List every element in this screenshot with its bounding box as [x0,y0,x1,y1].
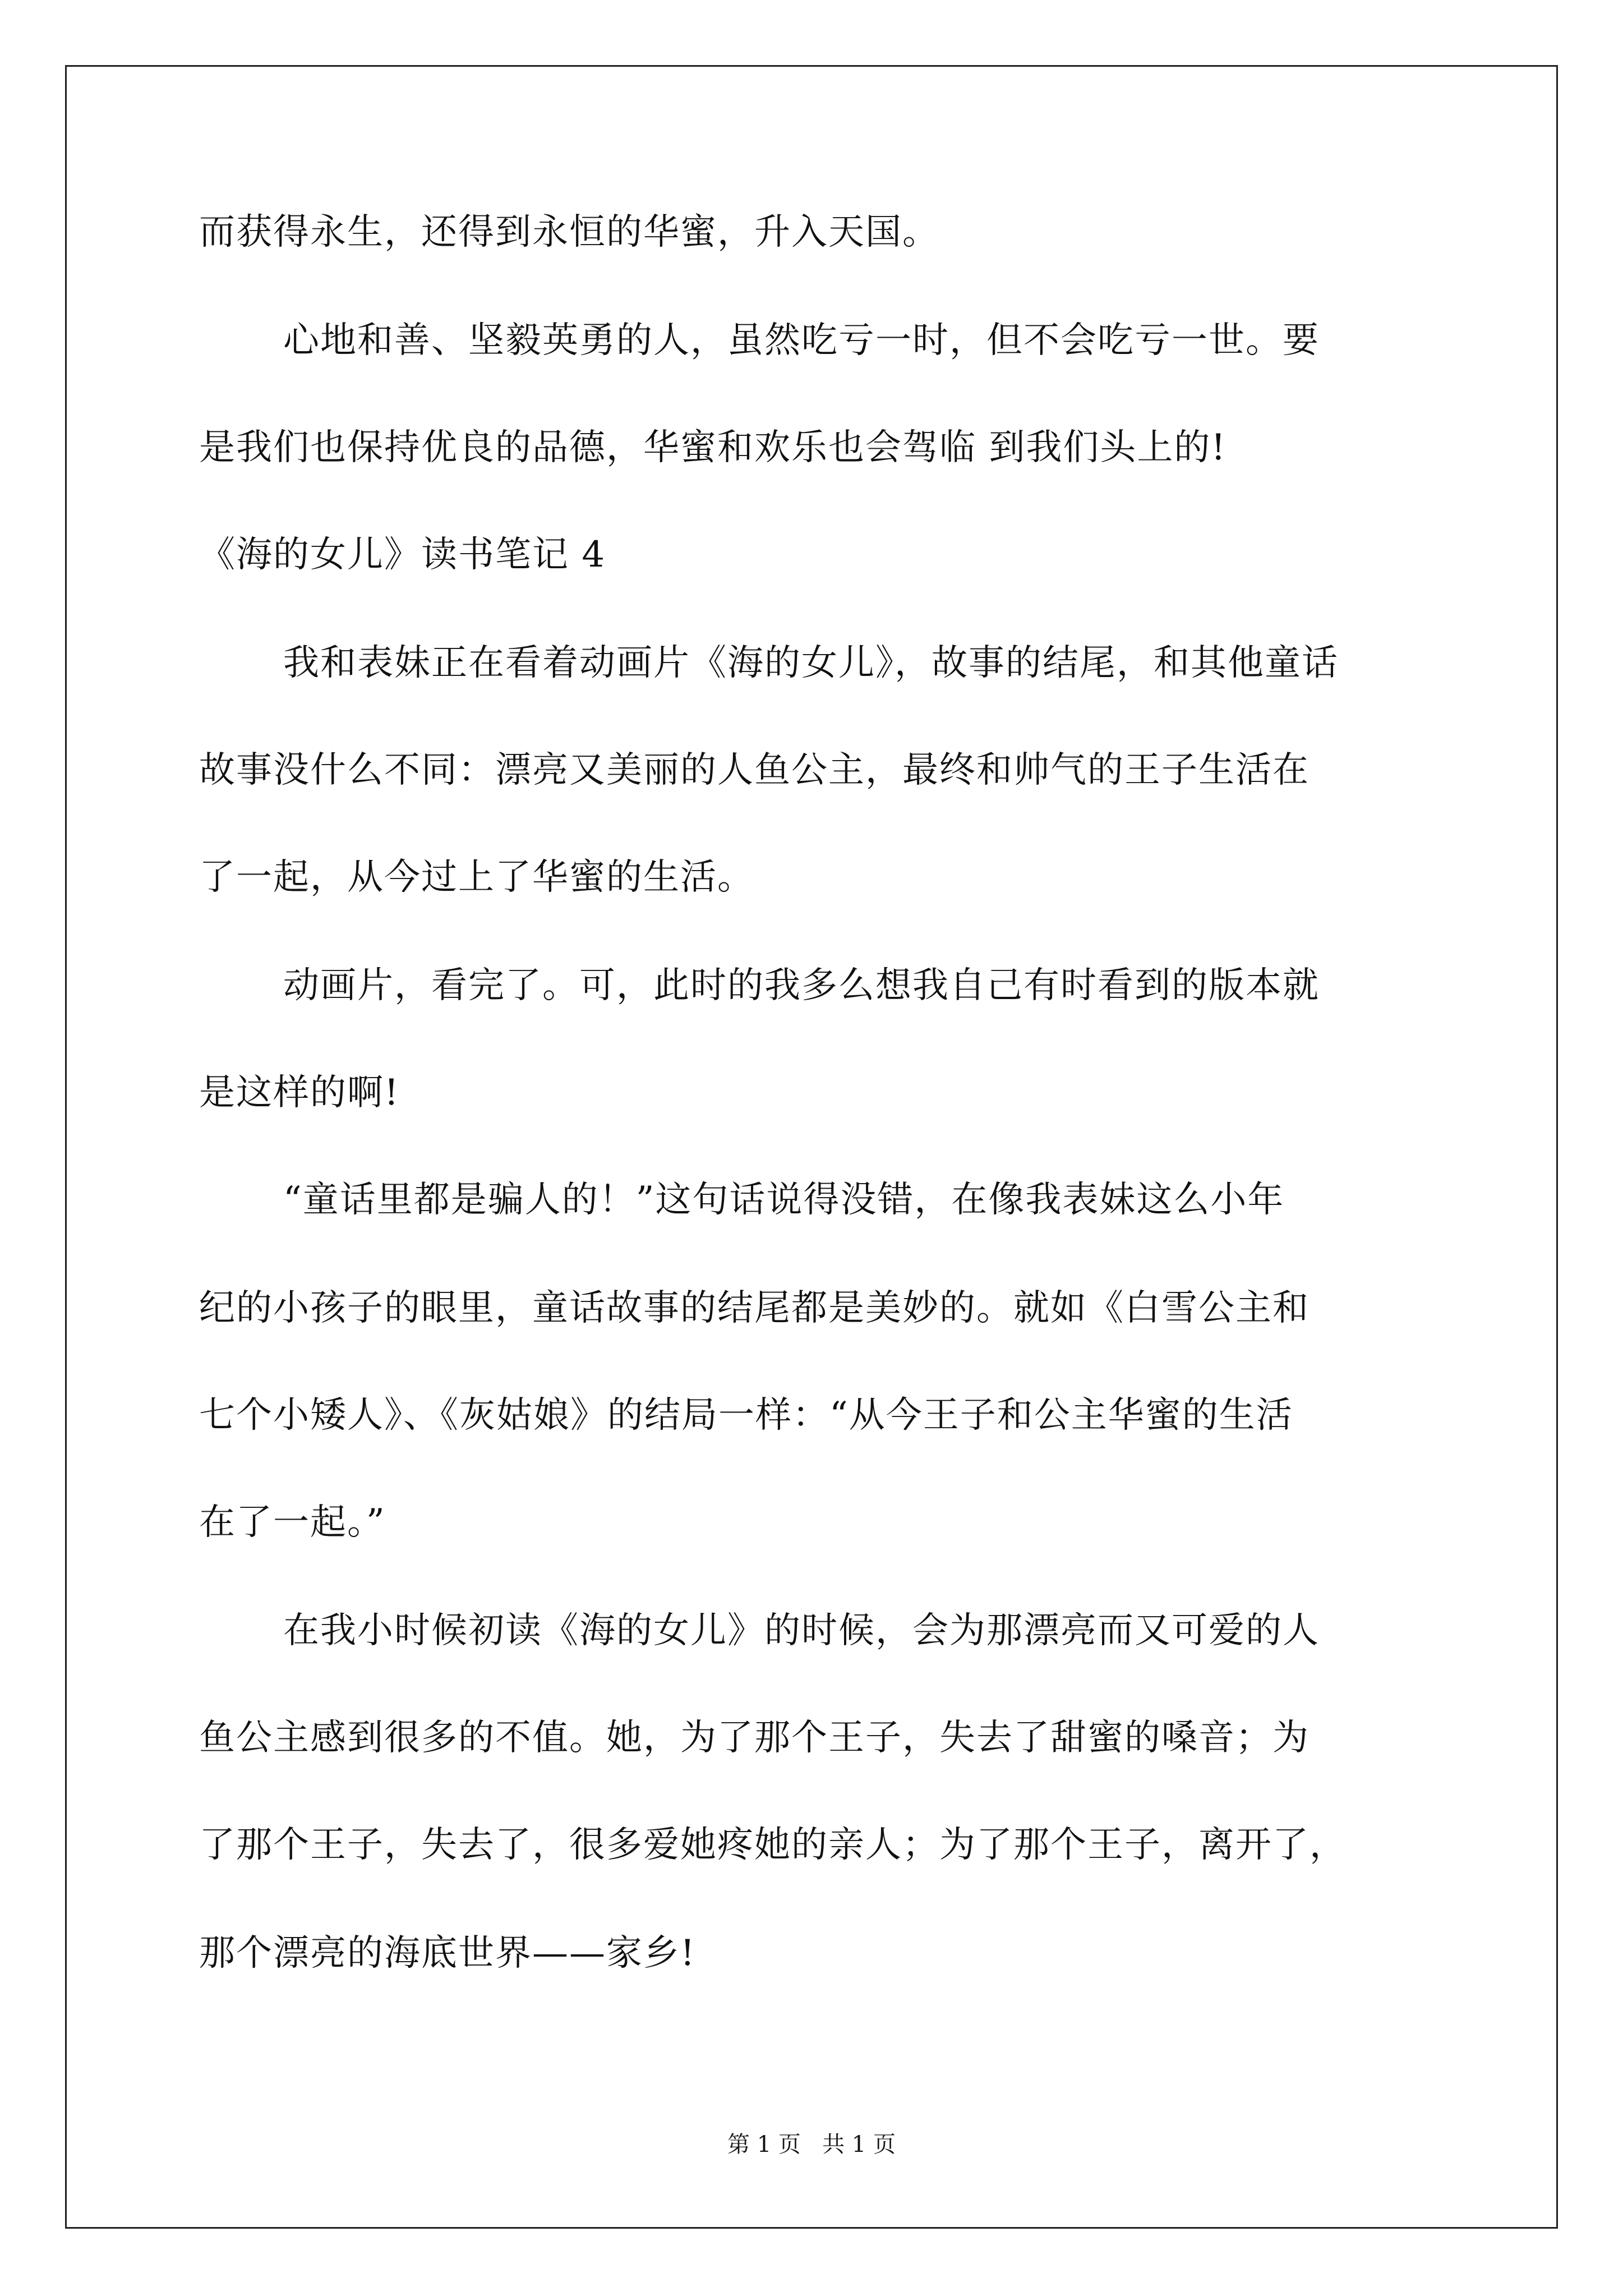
text-line-2: 心地和善、坚毅英勇的人，虽然吃亏一时，但不会吃亏一世。要 [283,320,1320,361]
text-line-14: 在我小时候初读《海的女儿》的时候，会为那漂亮而又可爱的人 [283,1610,1320,1651]
page-border [65,65,1558,2229]
text-line-17: 那个漂亮的海底世界——家乡! [199,1932,696,1974]
text-line-11: 纪的小孩子的眼里，童话故事的结尾都是美妙的。就如《白雪公主和 [199,1287,1310,1329]
page-footer: 第 1 页 共 1 页 [727,2132,896,2157]
section-heading: 《海的女儿》读书笔记 4 [199,534,606,576]
text-line-6: 故事没什么不同：漂亮又美丽的人鱼公主，最终和帅气的王子生活在 [199,749,1310,791]
text-line-3: 是我们也保持优良的品德，华蜜和欢乐也会驾临 到我们头上的! [199,427,1227,468]
text-line-9: 是这样的啊! [199,1072,400,1114]
text-line-12: 七个小矮人》、《灰姑娘》的结局一样：“从今王子和公主华蜜的生活 [199,1395,1293,1436]
text-line-10: “童话里都是骗人的！”这句话说得没错，在像我表妹这么小年 [283,1179,1285,1221]
text-line-7: 了一起，从今过上了华蜜的生活。 [199,857,754,898]
text-line-13: 在了一起。” [199,1502,386,1543]
text-line-1: 而获得永生，还得到永恒的华蜜，升入天国。 [199,211,939,253]
text-line-16: 了那个王子，失去了，很多爱她疼她的亲人；为了那个王子，离开了， [199,1824,1347,1866]
text-line-5: 我和表妹正在看着动画片《海的女儿》，故事的结尾，和其他童话 [283,642,1339,684]
text-line-15: 鱼公主感到很多的不值。她，为了那个王子，失去了甜蜜的嗓音；为 [199,1717,1310,1759]
text-line-8: 动画片，看完了。可，此时的我多么想我自己有时看到的版本就 [283,965,1320,1006]
